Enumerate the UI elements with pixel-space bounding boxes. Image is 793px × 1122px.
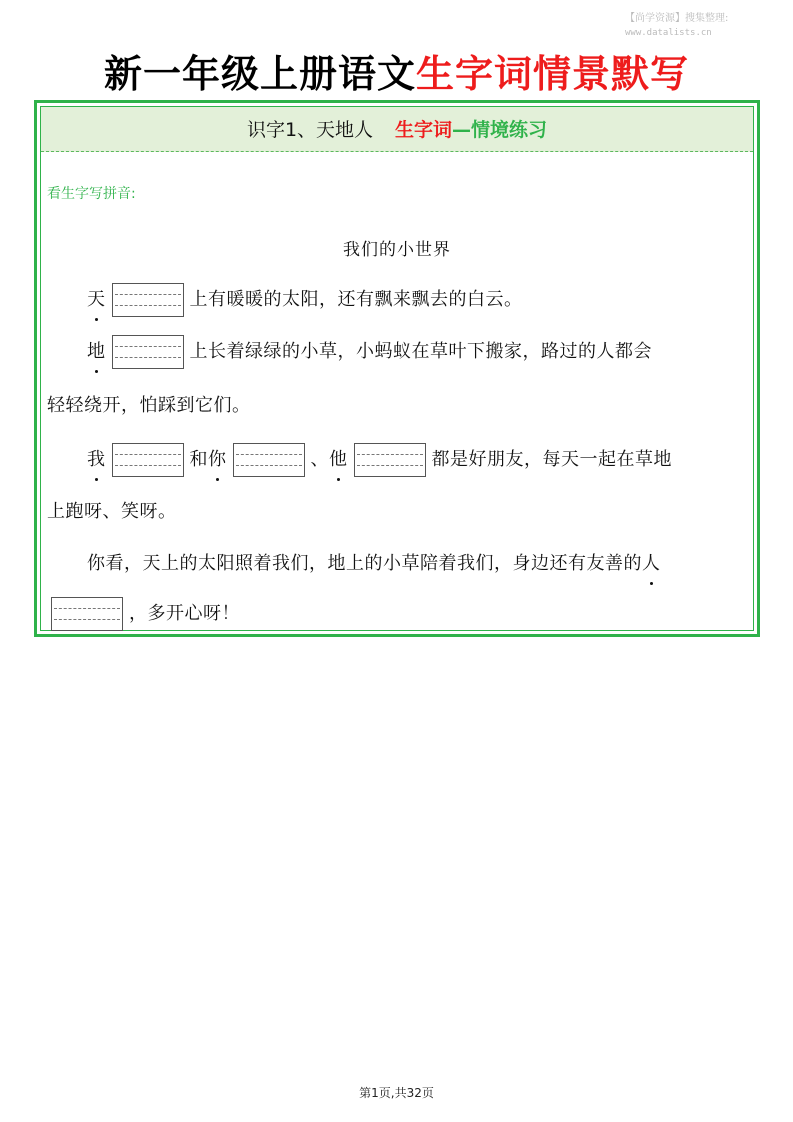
marked-char: 人 (642, 549, 661, 579)
page-number: 第1页,共32页 (359, 1086, 434, 1100)
marked-char: 他 (329, 445, 348, 475)
exercise-prompt: 看生字写拼音: (47, 186, 136, 202)
pinyin-answer-box[interactable] (112, 335, 184, 369)
exercise-frame (34, 100, 760, 637)
passage-text: 轻轻绕开，怕踩到它们。 (47, 395, 251, 416)
passage-text: ，多开心呀！ (129, 603, 240, 624)
lesson-title: 识字1、天地人 (246, 119, 374, 141)
passage-text: 、 (310, 449, 329, 470)
pinyin-answer-box[interactable] (233, 443, 305, 477)
pinyin-answer-box[interactable] (112, 283, 184, 317)
passage-line-7 (47, 597, 240, 631)
passage-text: 上跑呀、笑呀。 (47, 501, 177, 522)
page-title-main: 新一年级上册语文 (103, 52, 416, 96)
passage-line-1 (87, 283, 523, 317)
passage-text: 上长着绿绿的小草，小蚂蚁在草叶下搬家，路过的人都会 (189, 341, 652, 362)
pinyin-answer-box[interactable] (112, 443, 184, 477)
passage-text: 都是好朋友，每天一起在草地 (431, 449, 672, 470)
watermark-source: 【尚学资源】搜集整理: (625, 13, 729, 24)
marked-char: 地 (87, 337, 106, 367)
passage-line-5 (47, 497, 177, 527)
marked-char: 天 (87, 285, 106, 315)
exercise-frame-inner (40, 106, 754, 631)
page-title (0, 50, 793, 98)
watermark (625, 12, 775, 40)
lesson-tag-green: —情境练习 (452, 119, 548, 141)
marked-char: 我 (87, 445, 106, 475)
pinyin-answer-box[interactable] (51, 597, 123, 631)
passage-line-4 (87, 443, 672, 477)
passage-text: 上有暖暖的太阳，还有飘来飘去的白云。 (189, 289, 523, 310)
page-title-highlight: 生字词情景默写 (416, 52, 690, 96)
passage-line-6 (87, 549, 661, 579)
lesson-header (41, 107, 753, 152)
passage-line-2 (87, 335, 652, 369)
passage-text: 和 (189, 449, 208, 470)
marked-char: 你 (208, 445, 227, 475)
passage-text: 你看，天上的太阳照着我们，地上的小草陪着我们，身边还有友善的 (87, 553, 642, 574)
lesson-tag-red: 生字词 (395, 119, 453, 141)
watermark-url: www.datalists.cn (625, 28, 712, 38)
passage-line-3 (47, 391, 251, 421)
pinyin-answer-box[interactable] (354, 443, 426, 477)
passage-title: 我们的小世界 (343, 240, 451, 260)
